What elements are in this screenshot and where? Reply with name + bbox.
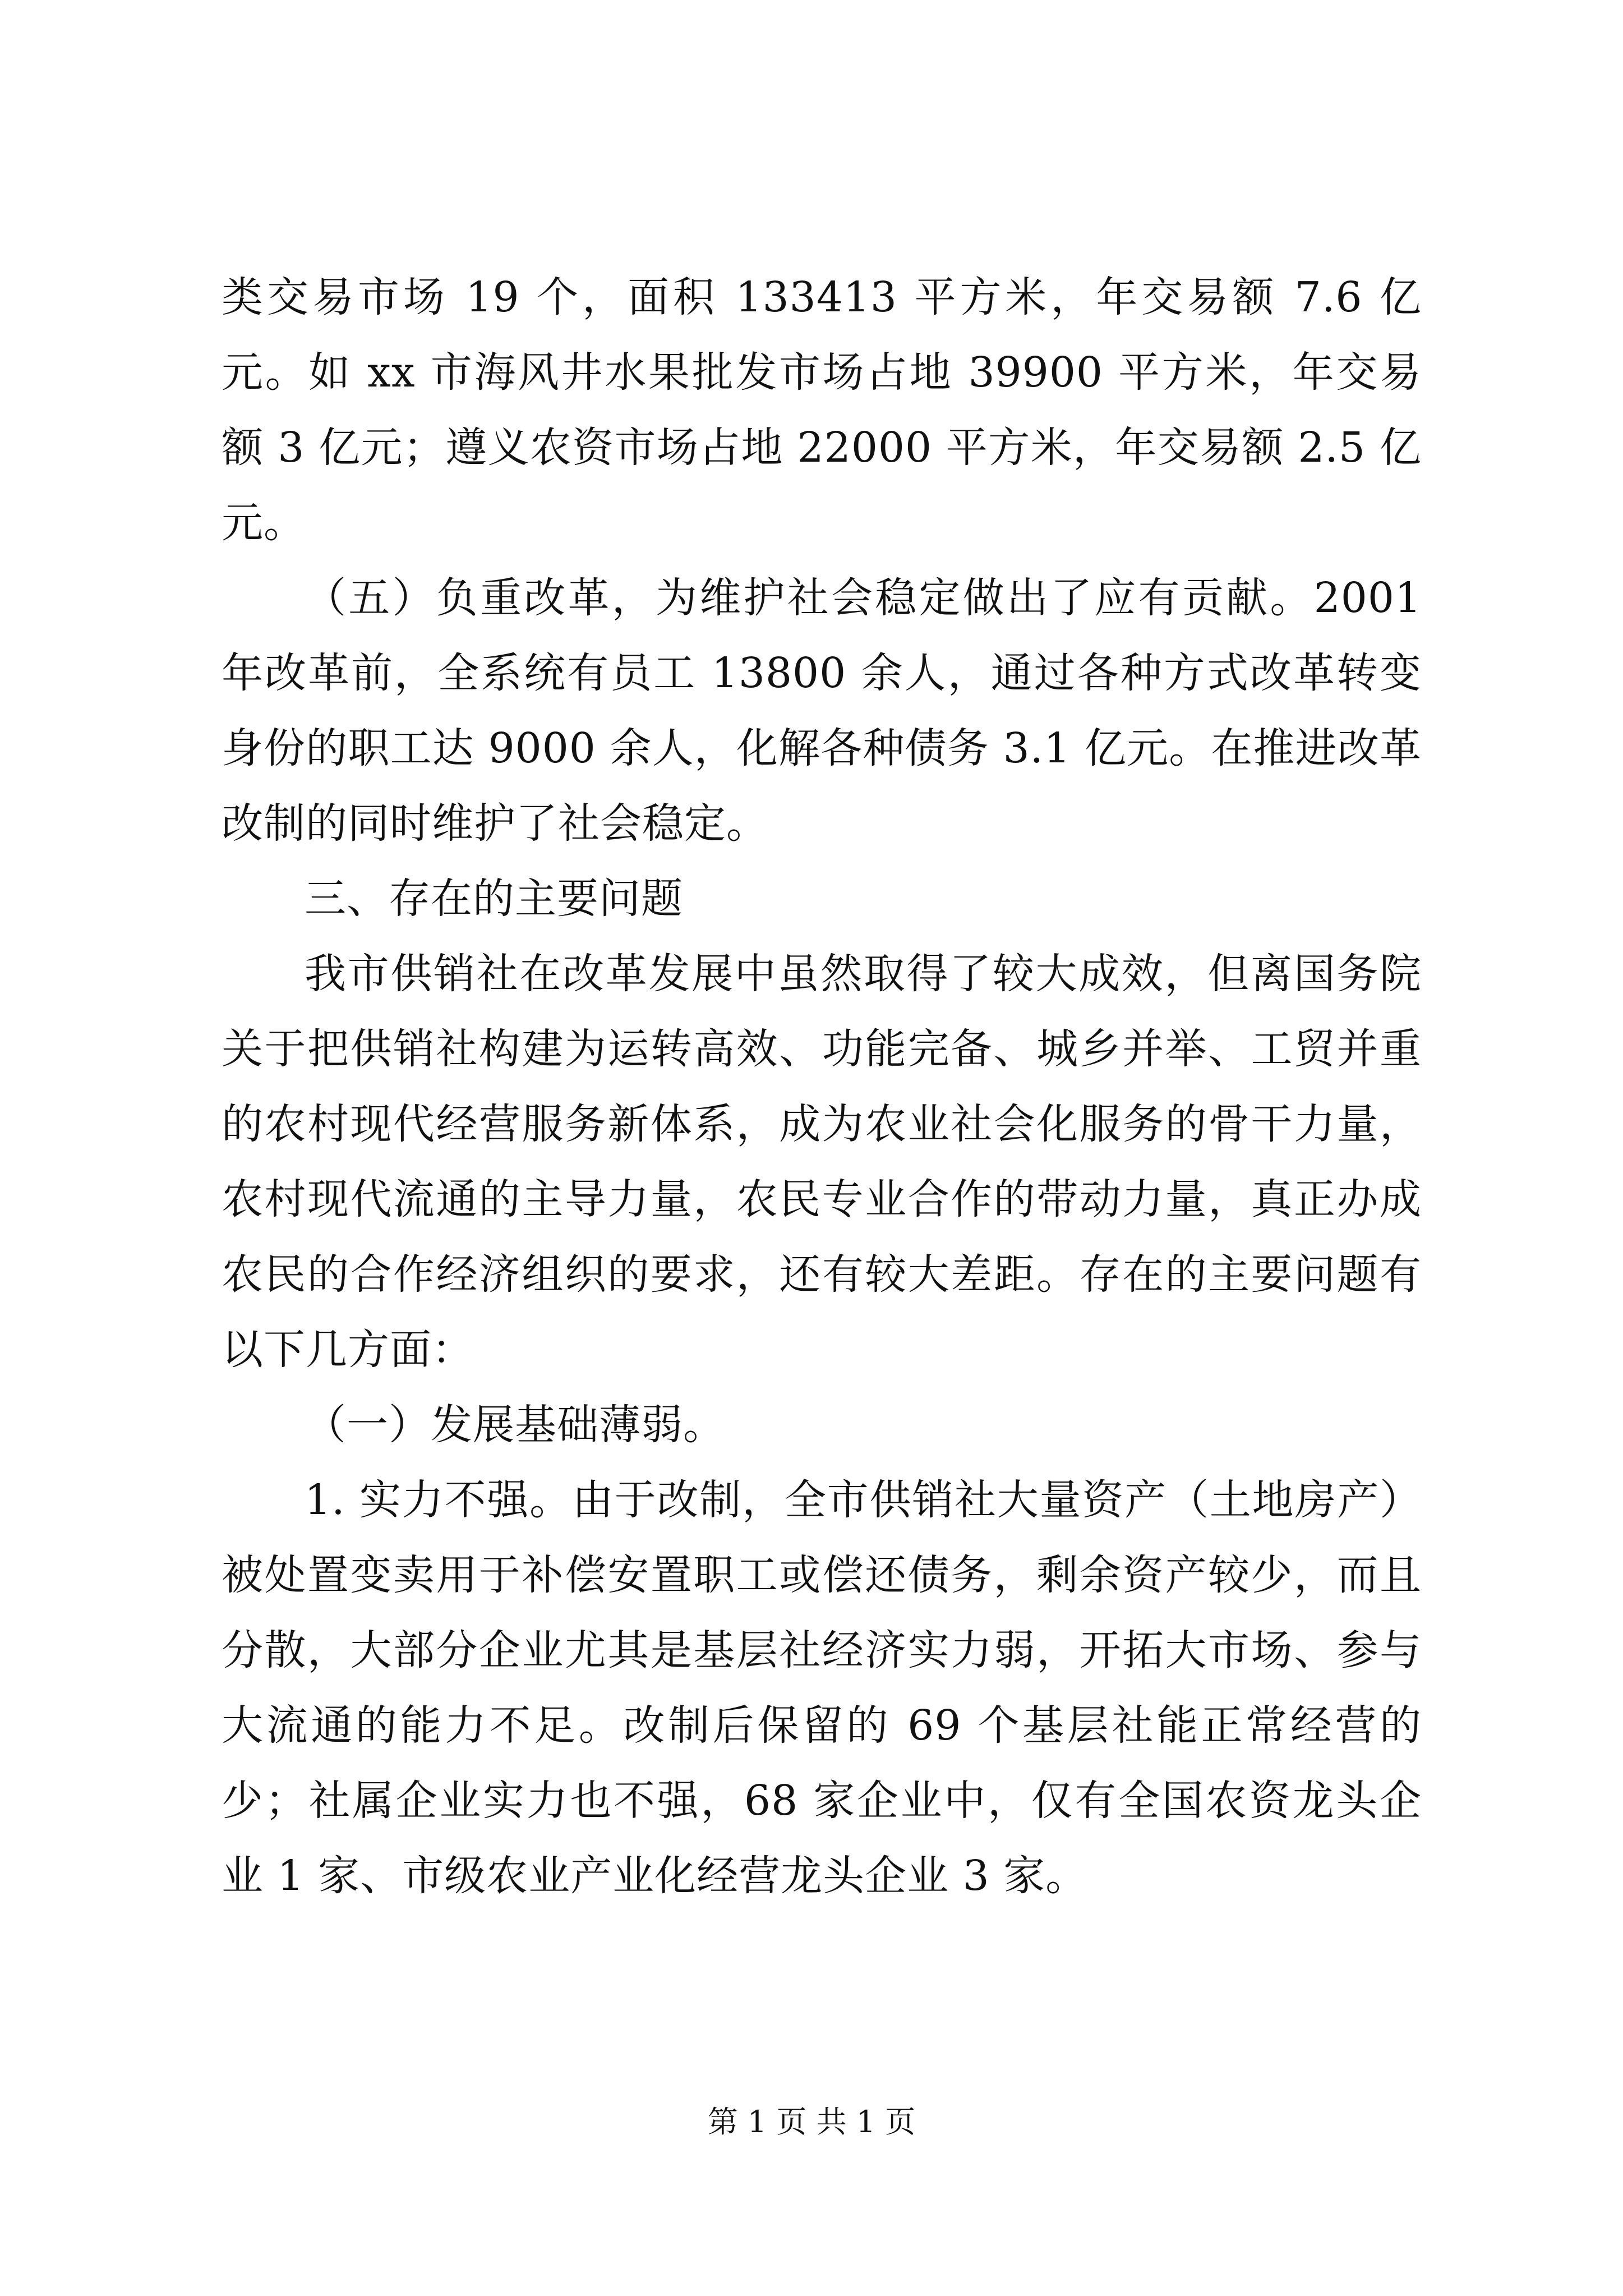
paragraph-problems-intro: 我市供销社在改革发展中虽然取得了较大成效，但离国务院关于把供销社构建为运转高效、功能完备、城乡并举、工贸并重的农村现代经营服务新体系，成为农业社会化服务的骨干力量，农村现代流通的主导力量，农民专业合作的带动力量，真正办成农民的合作经济组织的要求，还有较大差距。存在的主要问题有以下几方面： xyxy=(222,950,1422,1374)
page-footer: 第 1 页 共 1 页 xyxy=(707,2104,916,2139)
document-body xyxy=(222,260,1422,1913)
section-heading-main-problems: 三、存在的主要问题 xyxy=(305,875,683,923)
paragraph-market-stats: 类交易市场 19 个，面积 133413 平方米，年交易额 7.6 亿元。如 xx 市海风井水果批发市场占地 39900 平方米，年交易额 3 亿元；遵义农资市场占地 22000 平方米，年交易额 2.5 亿元。 xyxy=(222,273,1422,547)
paragraph-weak-strength: 1. 实力不强。由于改制，全市供销社大量资产（土地房产）被处置变卖用于补偿安置职工或偿还债务，剩余资产较少，而且分散，大部分企业尤其是基层社经济实力弱，开拓大市场、参与大流通的能力不足。改制后保留的 69 个基层社能正常经营的少；社属企业实力也不强，68 家企业中，仅有全国农资龙头企业 1 家、市级农业产业化经营龙头企业 3 家。 xyxy=(222,1476,1422,1900)
paragraph-reform: （五）负重改革，为维护社会稳定做出了应有贡献。2001 年改革前，全系统有员工 13800 余人，通过各种方式改革转变身份的职工达 9000 余人，化解各种债务 3.1 亿元。在推进改革改制的同时维护了社会稳定。 xyxy=(222,574,1422,848)
subheading-weak-foundation: （一）发展基础薄弱。 xyxy=(305,1401,725,1449)
